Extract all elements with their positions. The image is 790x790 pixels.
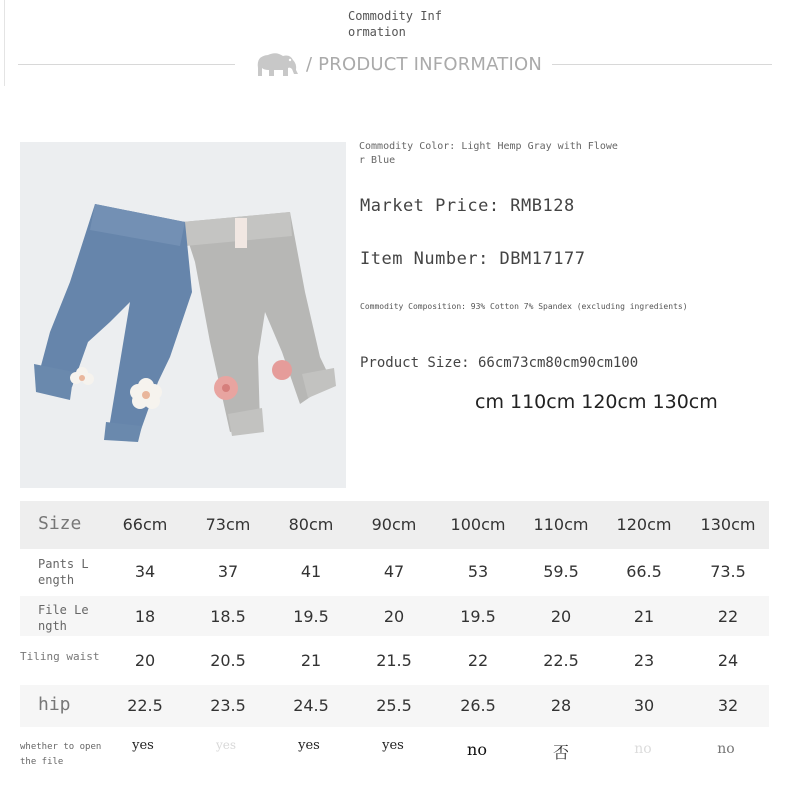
table-cell: 73.5 xyxy=(710,562,746,581)
size-cell: 120cm xyxy=(616,515,672,534)
table-cell: 66.5 xyxy=(626,562,662,581)
row-label-file-length: File Length xyxy=(38,603,89,633)
table-cell: yes xyxy=(132,738,154,753)
table-cell: 23.5 xyxy=(210,696,246,715)
table-cell: no xyxy=(634,741,652,757)
table-cell: yes xyxy=(215,738,237,752)
gray-pants-image xyxy=(182,212,336,436)
size-cell: 80cm xyxy=(288,515,334,534)
left-divider xyxy=(4,0,5,86)
header-rule-right xyxy=(552,64,772,65)
size-cell: 73cm xyxy=(205,515,251,534)
size-cell: 130cm xyxy=(700,515,756,534)
row-label-pants-length: Pants Length xyxy=(38,557,89,587)
header-rule-left xyxy=(18,64,235,65)
size-cell: 66cm xyxy=(122,515,168,534)
table-cell: 34 xyxy=(134,562,156,581)
table-cell: 18 xyxy=(134,607,156,626)
commodity-composition: Commodity Composition: 93% Cotton 7% Spandex (excluding ingredients) xyxy=(360,302,688,311)
table-cell: 20.5 xyxy=(210,651,246,670)
table-cell: yes xyxy=(298,738,320,753)
table-cell: 21.5 xyxy=(376,651,412,670)
table-cell: 20 xyxy=(134,651,156,670)
table-cell: 47 xyxy=(383,562,405,581)
table-cell: 22.5 xyxy=(127,696,163,715)
table-cell: 24.5 xyxy=(293,696,329,715)
blue-pants-image xyxy=(34,204,192,442)
table-cell: 32 xyxy=(717,696,739,715)
market-price: Market Price: RMB128 xyxy=(360,196,575,216)
table-cell: 22 xyxy=(717,607,739,626)
table-cell: 23 xyxy=(633,651,655,670)
table-cell: 53 xyxy=(467,562,489,581)
table-cell: yes xyxy=(382,738,404,753)
row-label-hip: hip xyxy=(38,694,71,715)
size-cell: 90cm xyxy=(371,515,417,534)
commodity-information-label: Commodity Information xyxy=(348,9,442,39)
size-cell: 110cm xyxy=(533,515,589,534)
product-size-continued: cm 110cm 120cm 130cm xyxy=(475,391,718,413)
table-cell: 22 xyxy=(467,651,489,670)
table-cell: 20 xyxy=(550,607,572,626)
table-cell: 24 xyxy=(717,651,739,670)
table-cell: 30 xyxy=(633,696,655,715)
commodity-color: Commodity Color: Light Hemp Gray with Flower Blue xyxy=(359,141,618,166)
table-cell: 21 xyxy=(300,651,322,670)
table-cell: 28 xyxy=(550,696,572,715)
table-cell: 否 xyxy=(552,743,569,762)
table-cell: 41 xyxy=(300,562,322,581)
item-number: Item Number: DBM17177 xyxy=(360,249,586,269)
table-cell: 22.5 xyxy=(543,651,579,670)
table-cell: 59.5 xyxy=(543,562,579,581)
product-size: Product Size: 66cm73cm80cm90cm100 xyxy=(360,355,639,371)
table-cell: 37 xyxy=(217,562,239,581)
table-cell: 21 xyxy=(633,607,655,626)
product-information-title: / PRODUCT INFORMATION xyxy=(306,54,543,75)
row-label-tiling-waist: Tiling waist xyxy=(20,650,100,663)
table-cell: 19.5 xyxy=(460,607,496,626)
table-cell: 19.5 xyxy=(293,607,329,626)
table-cell: 25.5 xyxy=(376,696,412,715)
row-label-size: Size xyxy=(38,513,82,534)
table-cell: no xyxy=(717,741,735,757)
row-label-open-file: whether to open the file xyxy=(20,742,102,767)
table-cell: no xyxy=(467,740,487,759)
size-cell: 100cm xyxy=(450,515,506,534)
table-cell: 18.5 xyxy=(210,607,246,626)
elephant-icon xyxy=(252,48,300,78)
table-cell: 20 xyxy=(383,607,405,626)
table-cell: 26.5 xyxy=(460,696,496,715)
product-photo xyxy=(20,142,346,488)
